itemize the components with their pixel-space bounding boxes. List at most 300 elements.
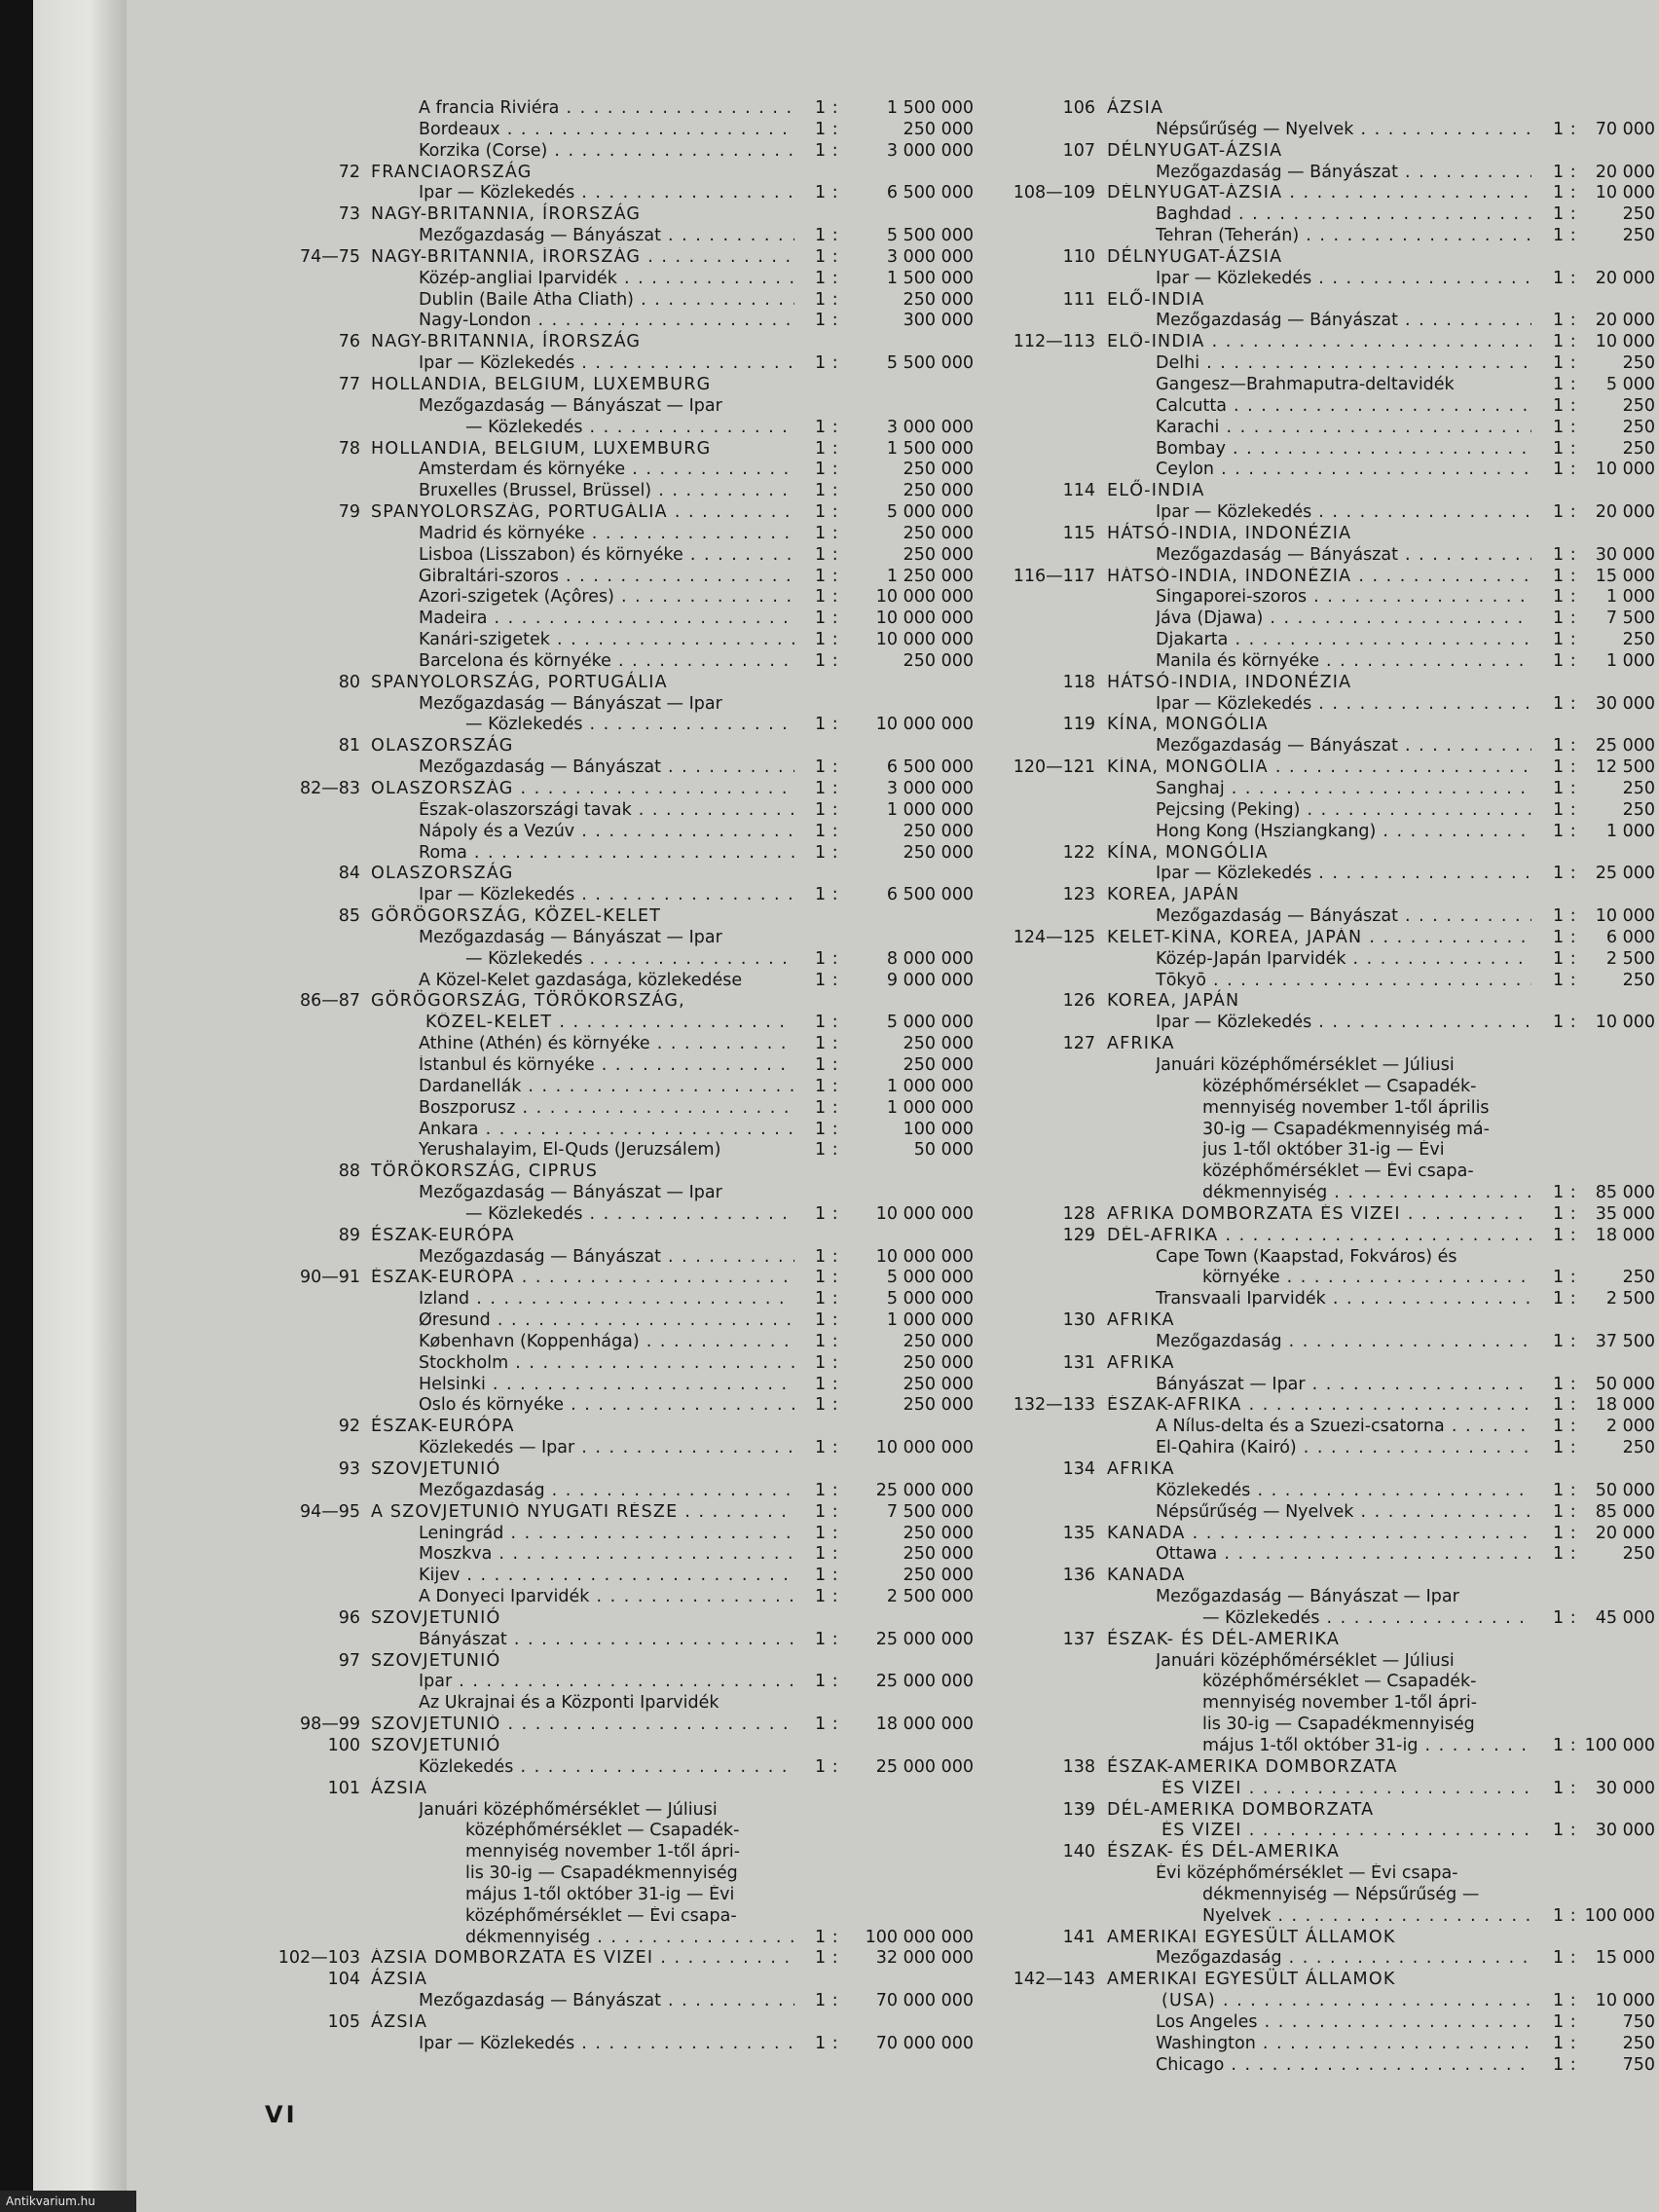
scale-value: 5 000 000 — [886, 1268, 974, 1288]
scale-ratio: 1 : — [815, 1034, 839, 1054]
scale-ratio: 1 : — [1553, 948, 1577, 969]
scale-ratio: 1 : — [1553, 162, 1577, 182]
map-page-number: 137 — [1062, 1629, 1095, 1649]
scale-value: 250 000 — [903, 119, 974, 139]
scale-value: 2 500 — [1605, 948, 1655, 969]
index-entry — [248, 269, 974, 290]
section-title: OLASZORSZÁG — [371, 736, 514, 756]
index-entry — [978, 1055, 1659, 1077]
scale-value: 2 500 000 — [886, 1587, 974, 1607]
index-entry — [248, 1948, 974, 1970]
scale-value: 250 000 — [903, 650, 974, 671]
index-entry — [248, 1332, 974, 1353]
section-title: ÉSZAK-EURÓPA — [371, 1225, 515, 1245]
scale-value: 25 000 — [1595, 736, 1655, 756]
scale-value: 250 — [1622, 970, 1655, 990]
section-title: (USA) . . . — [1161, 1991, 1531, 2012]
map-name: Januári középhőmérséklet — Júliusi — [1156, 1054, 1455, 1075]
section-title: SZOVJETUNIÓ . . . — [371, 1714, 794, 1736]
section-title: FRANCIAORSZÁG — [371, 162, 533, 182]
map-name: Korzika (Corse) . . . — [419, 141, 794, 163]
scale-ratio: 1 : — [1553, 1203, 1577, 1224]
map-page-number: 76 — [338, 332, 360, 352]
index-entry — [978, 2055, 1659, 2077]
map-name: A Donyeci Iparvidék . . . — [419, 1587, 794, 1608]
scale-value: 250 — [1622, 417, 1655, 437]
scale-ratio: 1 : — [815, 1374, 839, 1394]
index-entry — [978, 1140, 1659, 1161]
map-name: Közép-angliai Iparvidék . . . — [419, 269, 794, 290]
map-page-number: 81 — [338, 736, 360, 756]
map-page-number: 136 — [1062, 1566, 1095, 1586]
index-entry — [248, 822, 974, 843]
index-entry — [248, 757, 974, 779]
scale-ratio: 1 : — [815, 1268, 839, 1288]
scale-ratio: 1 : — [815, 650, 839, 671]
index-entry — [978, 460, 1659, 481]
scale-ratio: 1 : — [1553, 587, 1577, 608]
section-title: SPANYOLORSZÁG, PORTUGÁLIA . . . — [371, 502, 794, 524]
section-title: NAGY-BRITANNIA, ÍRORSZÁG . . . — [371, 247, 794, 269]
scale-value: 250 — [1622, 395, 1655, 416]
index-entry — [978, 1417, 1659, 1438]
index-entry — [978, 1970, 1659, 1991]
index-entry — [978, 1928, 1659, 1949]
index-entry — [248, 481, 974, 502]
map-name: Ipar — Közlekedés . . . — [419, 353, 794, 375]
index-entry — [248, 800, 974, 822]
scale-value: 10 000 — [1595, 460, 1655, 480]
index-entry — [248, 502, 974, 524]
map-name: Calcutta . . . — [1156, 396, 1531, 418]
section-title: SZOVJETUNIÓ — [371, 1607, 501, 1628]
section-title: NAGY-BRITANNIA, ÍRORSZÁG — [371, 332, 642, 352]
scale-ratio: 1 : — [1553, 566, 1577, 586]
map-name: Manila és környéke . . . — [1156, 651, 1531, 673]
index-entry — [978, 1226, 1659, 1247]
map-name: Sanghaj . . . — [1156, 779, 1531, 800]
map-name: Boszporusz . . . — [419, 1098, 794, 1120]
index-entry — [978, 1375, 1659, 1396]
index-entry — [248, 1885, 974, 1906]
index-entry — [978, 332, 1659, 353]
scale-value: 6 500 000 — [886, 885, 974, 905]
map-name: — Közlekedés . . . — [465, 418, 794, 439]
scale-ratio: 1 : — [1553, 1183, 1577, 1203]
map-page-number: 123 — [1062, 885, 1095, 905]
index-entry — [248, 1928, 974, 1949]
index-entry — [248, 1757, 974, 1779]
map-page-number: 94—95 — [299, 1501, 360, 1522]
index-entry — [978, 630, 1659, 651]
scale-value: 70 000 — [1595, 119, 1655, 139]
index-entry — [248, 311, 974, 332]
index-entry — [978, 247, 1659, 269]
scale-ratio: 1 : — [1553, 1991, 1577, 2011]
section-title: AFRIKA — [1107, 1310, 1175, 1331]
map-name: középhőmérséklet — Csapadék- — [1202, 1672, 1477, 1692]
scale-value: 10 000 000 — [875, 608, 974, 629]
index-entry — [248, 1417, 974, 1438]
index-entry — [248, 1395, 974, 1417]
scale-ratio: 1 : — [1553, 1268, 1577, 1288]
index-entry — [978, 694, 1659, 716]
map-page-number: 102—103 — [277, 1948, 360, 1969]
index-entry — [248, 1651, 974, 1673]
scale-ratio: 1 : — [815, 268, 839, 288]
index-column-left — [248, 98, 974, 2055]
index-entry — [248, 247, 974, 269]
index-entry — [978, 1161, 1659, 1183]
index-entry — [248, 98, 974, 120]
index-entry — [248, 1524, 974, 1545]
scale-value: 300 000 — [903, 311, 974, 331]
index-entry — [248, 353, 974, 375]
map-page-number: 86—87 — [299, 991, 360, 1012]
index-entry — [978, 673, 1659, 694]
map-page-number: 93 — [338, 1459, 360, 1479]
index-entry — [248, 1459, 974, 1481]
index-entry — [978, 1906, 1659, 1928]
scale-value: 6 500 000 — [886, 757, 974, 778]
scale-ratio: 1 : — [1553, 1778, 1577, 1798]
scale-ratio: 1 : — [815, 1289, 839, 1309]
scale-value: 5 000 000 — [886, 1013, 974, 1033]
scale-ratio: 1 : — [1553, 460, 1577, 480]
index-entry — [978, 1608, 1659, 1630]
scale-ratio: 1 : — [1553, 1374, 1577, 1394]
section-title: DÉLNYUGAT-ÁZSIA . . . — [1107, 183, 1531, 204]
index-entry — [978, 1247, 1659, 1269]
scale-value: 3 000 000 — [886, 246, 974, 267]
scale-ratio: 1 : — [1553, 736, 1577, 756]
map-name: Izland . . . — [419, 1289, 794, 1310]
section-title: SPANYOLORSZÁG, PORTUGÁLIA — [371, 672, 668, 692]
section-title: KANADA . . . — [1107, 1524, 1531, 1545]
map-name: Kanári-szigetek . . . — [419, 630, 794, 651]
map-page-number: 115 — [1062, 523, 1095, 543]
scale-value: 1 000 000 — [886, 799, 974, 820]
index-entry — [248, 587, 974, 608]
index-entry — [978, 587, 1659, 608]
scale-ratio: 1 : — [815, 1310, 839, 1331]
map-name: Mezőgazdaság — Bányászat . . . — [1156, 311, 1531, 332]
map-page-number: 72 — [338, 162, 360, 182]
scale-value: 20 000 — [1595, 1523, 1655, 1543]
index-entry — [248, 163, 974, 184]
scale-ratio: 1 : — [1553, 2033, 1577, 2053]
map-name: Ipar — Közlekedés . . . — [1156, 864, 1531, 885]
scale-value: 250 000 — [903, 1566, 974, 1586]
index-entry — [248, 1608, 974, 1630]
scale-value: 12 500 — [1595, 757, 1655, 778]
scale-value: 1 000 000 — [886, 1076, 974, 1096]
map-page-number: 138 — [1062, 1756, 1095, 1777]
scale-value: 10 000 — [1595, 183, 1655, 203]
index-entry — [248, 991, 974, 1013]
map-name: május 1-től október 31-ig . . . — [1202, 1736, 1531, 1757]
index-entry — [248, 1055, 974, 1077]
index-entry — [978, 120, 1659, 141]
index-entry — [248, 1353, 974, 1375]
scale-value: 18 000 — [1595, 1225, 1655, 1245]
scale-value: 25 000 000 — [875, 1756, 974, 1777]
scale-value: 45 000 — [1595, 1607, 1655, 1628]
scale-value: 6 000 — [1605, 927, 1655, 947]
scale-value: 5 500 000 — [886, 226, 974, 246]
index-entry — [978, 183, 1659, 204]
index-entry — [978, 864, 1659, 885]
map-name: Nápoly és a Vezúv . . . — [419, 822, 794, 843]
map-name: Mezőgazdaság — Bányászat — Ipar — [419, 395, 722, 416]
scale-value: 250 — [1622, 779, 1655, 798]
map-name: Népsűrűség — Nyelvek . . . — [1156, 1502, 1531, 1524]
index-entry — [978, 1353, 1659, 1375]
index-entry — [248, 1204, 974, 1226]
scale-ratio: 1 : — [815, 587, 839, 608]
scale-value: 20 000 — [1595, 162, 1655, 182]
section-title: HOLLANDIA, BELGIUM, LUXEMBURG — [371, 438, 712, 459]
index-entry — [248, 1013, 974, 1034]
map-name: Ceylon . . . — [1156, 460, 1531, 481]
map-page-number: 74—75 — [299, 246, 360, 267]
scale-ratio: 1 : — [815, 1714, 839, 1735]
map-page-number: 108—109 — [1013, 183, 1095, 203]
index-entry — [978, 226, 1659, 247]
map-name: El-Qahira (Kairó) . . . — [1156, 1438, 1531, 1459]
scale-ratio: 1 : — [815, 1587, 839, 1607]
index-entry — [978, 2012, 1659, 2034]
scale-ratio: 1 : — [815, 608, 839, 629]
index-entry — [978, 1459, 1659, 1481]
index-entry — [248, 1140, 974, 1161]
section-title: HÁTSÓ-INDIA, INDONÉZIA — [1107, 672, 1352, 692]
map-page-number: 110 — [1062, 246, 1095, 267]
map-name: Mezőgazdaság — Bányászat . . . — [419, 757, 794, 779]
scale-ratio: 1 : — [815, 1395, 839, 1416]
map-name: — Közlekedés . . . — [465, 949, 794, 971]
index-entry — [248, 1863, 974, 1885]
scale-ratio: 1 : — [815, 226, 839, 246]
scale-ratio: 1 : — [815, 98, 839, 118]
index-entry — [978, 1524, 1659, 1545]
map-name: Mezőgazdaság — Bányászat . . . — [1156, 906, 1531, 928]
index-entry — [248, 715, 974, 736]
index-entry — [978, 800, 1659, 822]
map-name: Mezőgazdaság — Bányászat . . . — [1156, 163, 1531, 184]
section-title: AFRIKA — [1107, 1034, 1175, 1054]
scale-value: 250 000 — [903, 842, 974, 863]
map-page-number: 88 — [338, 1161, 360, 1182]
index-entry — [248, 736, 974, 757]
scale-value: 250 000 — [903, 481, 974, 501]
scale-value: 6 500 000 — [886, 183, 974, 203]
scale-ratio: 1 : — [815, 1629, 839, 1649]
scale-ratio: 1 : — [815, 460, 839, 480]
index-entry — [978, 1013, 1659, 1034]
index-entry — [978, 1885, 1659, 1906]
index-entry — [248, 1970, 974, 1991]
scale-ratio: 1 : — [1553, 1544, 1577, 1565]
scale-ratio: 1 : — [1553, 2054, 1577, 2075]
map-name: A francia Riviéra . . . — [419, 98, 794, 120]
index-entry — [248, 545, 974, 567]
scale-value: 100 000 — [903, 1119, 974, 1139]
map-page-number: 112—113 — [1013, 332, 1095, 352]
scale-value: 250 000 — [903, 1352, 974, 1373]
map-name: Mezőgazdaság . . . — [1156, 1948, 1531, 1970]
scale-ratio: 1 : — [1553, 927, 1577, 947]
index-entry — [978, 502, 1659, 524]
section-title: ÁZSIA — [371, 1970, 428, 1990]
map-page-number: 104 — [327, 1970, 360, 1990]
scale-value: 5 500 000 — [886, 353, 974, 374]
map-page-number: 100 — [327, 1735, 360, 1755]
scale-value: 25 000 — [1595, 864, 1655, 884]
index-entry — [978, 1948, 1659, 1970]
index-entry — [978, 290, 1659, 312]
scale-value: 250 — [1622, 204, 1655, 225]
scale-value: 10 000 000 — [875, 1438, 974, 1458]
index-entry — [248, 928, 974, 949]
scale-value: 18 000 000 — [875, 1714, 974, 1735]
scale-ratio: 1 : — [1553, 693, 1577, 714]
scale-value: 1 000 000 — [886, 1097, 974, 1118]
index-entry — [978, 375, 1659, 396]
scale-value: 250 — [1622, 353, 1655, 374]
scale-ratio: 1 : — [815, 779, 839, 798]
map-name: Az Ukrajnai és a Központi Iparvidék — [419, 1693, 719, 1714]
map-page-number: 119 — [1062, 715, 1095, 735]
map-name: Ipar — Közlekedés . . . — [1156, 502, 1531, 524]
index-entry — [978, 1587, 1659, 1608]
map-page-number: 130 — [1062, 1310, 1095, 1331]
map-name: Stockholm . . . — [419, 1353, 794, 1375]
index-entry — [248, 949, 974, 971]
map-name: Ottawa . . . — [1156, 1544, 1531, 1566]
scale-ratio: 1 : — [1553, 970, 1577, 990]
map-name: Mezőgazdaság — Bányászat . . . — [419, 1247, 794, 1269]
map-page-number: 114 — [1062, 481, 1095, 501]
index-entry — [978, 1204, 1659, 1226]
index-entry — [978, 1566, 1659, 1587]
index-entry — [248, 183, 974, 204]
scale-ratio: 1 : — [815, 821, 839, 841]
map-name: Ipar — Közlekedés . . . — [419, 885, 794, 906]
index-entry — [978, 779, 1659, 800]
index-entry — [978, 843, 1659, 865]
map-page-number: 127 — [1062, 1034, 1095, 1054]
index-entry — [978, 396, 1659, 418]
index-entry — [978, 1757, 1659, 1779]
index-entry — [248, 439, 974, 461]
scale-ratio: 1 : — [1553, 1905, 1577, 1926]
scale-ratio: 1 : — [815, 970, 839, 990]
map-page-number: 84 — [338, 864, 360, 884]
map-name: Gibraltári-szoros . . . — [419, 567, 794, 588]
map-name: lis 30-ig — Csapadékmennyiség — [465, 1863, 738, 1884]
scale-value: 250 000 — [903, 544, 974, 565]
index-entry — [248, 1247, 974, 1269]
scale-ratio: 1 : — [815, 1948, 839, 1969]
index-entry — [248, 396, 974, 418]
scale-value: 250 000 — [903, 1395, 974, 1416]
map-name: Bruxelles (Brussel, Brüssel) . . . — [419, 481, 794, 502]
index-entry — [978, 991, 1659, 1013]
index-entry — [248, 1693, 974, 1714]
scale-ratio: 1 : — [815, 1438, 839, 1458]
map-name: középhőmérséklet — Csapadék- — [1202, 1076, 1477, 1096]
map-name: Mezőgazdaság . . . — [1156, 1332, 1531, 1353]
map-name: Oslo és környéke . . . — [419, 1395, 794, 1417]
scale-value: 18 000 — [1595, 1395, 1655, 1416]
section-title: AFRIKA — [1107, 1459, 1175, 1479]
index-entry — [978, 949, 1659, 971]
map-page-number: 78 — [338, 438, 360, 459]
scale-value: 1 500 000 — [886, 268, 974, 288]
scale-value: 250 000 — [903, 1374, 974, 1394]
index-entry — [978, 1077, 1659, 1098]
index-entry — [978, 418, 1659, 439]
map-name: Évi középhőmérséklet — Évi csapa- — [1156, 1863, 1458, 1884]
index-entry — [978, 1714, 1659, 1736]
scale-value: 250 — [1622, 799, 1655, 820]
map-name: — Közlekedés . . . — [465, 1204, 794, 1226]
map-name: Bombay . . . — [1156, 439, 1531, 461]
scale-ratio: 1 : — [815, 544, 839, 565]
map-name: május 1-től október 31-ig — Évi — [465, 1884, 735, 1904]
map-name: Chicago . . . — [1156, 2055, 1531, 2077]
index-entry — [248, 1077, 974, 1098]
scale-value: 10 000 000 — [875, 630, 974, 650]
index-entry — [248, 1821, 974, 1842]
map-name: Washington . . . — [1156, 2034, 1531, 2055]
map-page-number: 98—99 — [299, 1714, 360, 1735]
map-name: Cape Town (Kaapstad, Fokváros) és — [1156, 1246, 1457, 1267]
scale-ratio: 1 : — [1553, 1948, 1577, 1969]
scale-value: 1 500 000 — [886, 438, 974, 459]
section-title: ELŐ-INDIA — [1107, 481, 1205, 501]
map-page-number: 134 — [1062, 1459, 1095, 1479]
scale-ratio: 1 : — [1553, 821, 1577, 841]
scale-value: 10 000 000 — [875, 715, 974, 735]
scale-value: 250 000 — [903, 523, 974, 543]
map-name: dékmennyiség . . . — [1202, 1183, 1531, 1204]
scale-ratio: 1 : — [1553, 374, 1577, 394]
map-name: lis 30-ig — Csapadékmennyiség — [1202, 1714, 1475, 1735]
scale-ratio: 1 : — [815, 438, 839, 459]
index-entry — [248, 1183, 974, 1204]
map-name: Kijev . . . — [419, 1566, 794, 1587]
index-entry — [978, 1183, 1659, 1204]
scale-value: 8 000 000 — [886, 948, 974, 969]
index-entry — [248, 1566, 974, 1587]
index-entry — [248, 1906, 974, 1928]
scale-ratio: 1 : — [815, 842, 839, 863]
scale-value: 10 000 — [1595, 1991, 1655, 2011]
map-name: középhőmérséklet — Csapadék- — [465, 1821, 740, 1841]
scale-value: 20 000 — [1595, 502, 1655, 523]
scale-value: 7 500 — [1605, 608, 1655, 629]
index-entry — [978, 269, 1659, 290]
section-title: SZOVJETUNIÓ — [371, 1459, 501, 1479]
index-entry — [248, 1630, 974, 1651]
map-name: Gangesz—Brahmaputra-deltavidék — [1156, 374, 1455, 394]
section-title: ÁZSIA — [371, 2011, 428, 2032]
index-entry — [248, 460, 974, 481]
scale-ratio: 1 : — [815, 481, 839, 501]
index-entry — [978, 1800, 1659, 1822]
